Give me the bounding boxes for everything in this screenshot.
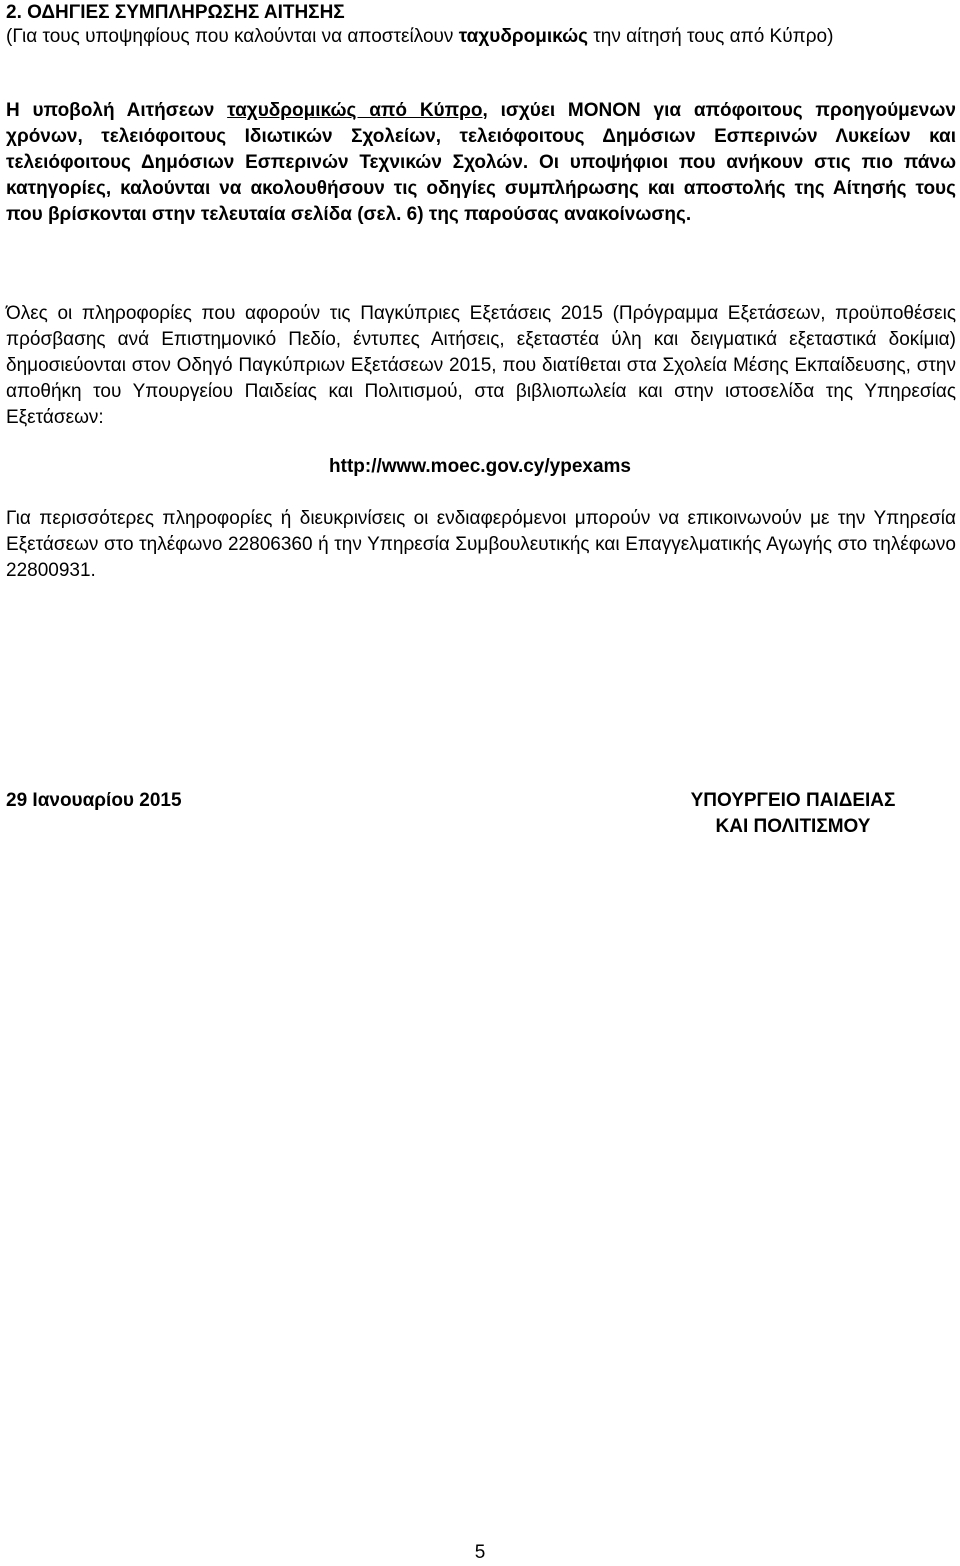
ministry-line-2: ΚΑΙ ΠΟΛΙΤΙΣΜΟΥ xyxy=(715,816,871,837)
subtitle-emphasis: ταχυδρομικώς xyxy=(458,26,588,47)
ministry-signature xyxy=(668,788,918,840)
notice-eligibility: ισχύει ΜΟΝΟΝ για απόφοιτους προηγούμενων χρόνων, τελειόφοιτους Ιδιωτικών Σχολείων, τελειόφοιτους Δημόσιων Εσπερινών Λυκείων και τελειόφοιτους Δημόσιων Εσπερινών Τεχνικών Σχολών. xyxy=(6,100,956,173)
subtitle-text-end: την αίτησή τους από Κύπρο) xyxy=(588,26,834,47)
notice-instructions: Οι υποψήφιοι που ανήκουν στις πιο πάνω κατηγορίες, καλούνται να ακολουθήσουν τις οδηγίες συμπλήρωσης και αποστολής της Αίτησής τους που βρίσκονται στην τελευταία σελίδα (σελ. 6) της παρούσας ανακοίνωσης. xyxy=(6,152,957,225)
ministry-line-1: ΥΠΟΥΡΓΕΙΟ ΠΑΙΔΕΙΑΣ xyxy=(690,790,896,811)
notice-underlined: ταχυδρομικώς από Κύπρο, xyxy=(227,100,488,121)
page-number: 5 xyxy=(474,1542,486,1563)
document-date: 29 Ιανουαρίου 2015 xyxy=(6,790,182,811)
postal-submission-notice xyxy=(6,98,956,228)
contact-paragraph: Για περισσότερες πληροφορίες ή διευκρινίσεις οι ενδιαφερόμενοι μπορούν να επικοινωνούν με την Υπηρεσία Εξετάσεων στο τηλέφωνο 22806360 ή την Υπηρεσία Συμβουλευτικής και Επαγγελματικής Αγωγής στο τηλέφωνο 22800931. xyxy=(6,508,956,581)
notice-intro: Η υποβολή Αιτήσεων xyxy=(6,100,228,121)
subtitle-text-start: (Για τους υποψηφίους που καλούνται να αποστείλουν xyxy=(6,26,459,47)
info-paragraph: Όλες οι πληροφορίες που αφορούν τις Παγκύπριες Εξετάσεις 2015 (Πρόγραμμα Εξετάσεων, προϋποθέσεις πρόσβασης ανά Επιστημονικό Πεδίο, έντυπες Αιτήσεις, εξεταστέα ύλη και δειγματικά εξεταστικά δοκίμια) δημοσιεύονται στον Οδηγό Παγκύπριων Εξετάσεων 2015, που διατίθεται στα Σχολεία Μέσης Εκπαίδευσης, στην αποθήκη του Υπουργείου Παιδείας και Πολιτισμού, στα βιβλιοπωλεία και στην ιστοσελίδα της Υπηρεσίας Εξετάσεων: xyxy=(6,303,956,428)
website-link[interactable]: http://www.moec.gov.cy/ypexams xyxy=(329,456,631,477)
section-subtitle xyxy=(6,24,956,50)
section-heading: 2. ΟΔΗΓΙΕΣ ΣΥΜΠΛΗΡΩΣΗΣ ΑΙΤΗΣΗΣ xyxy=(6,2,345,23)
